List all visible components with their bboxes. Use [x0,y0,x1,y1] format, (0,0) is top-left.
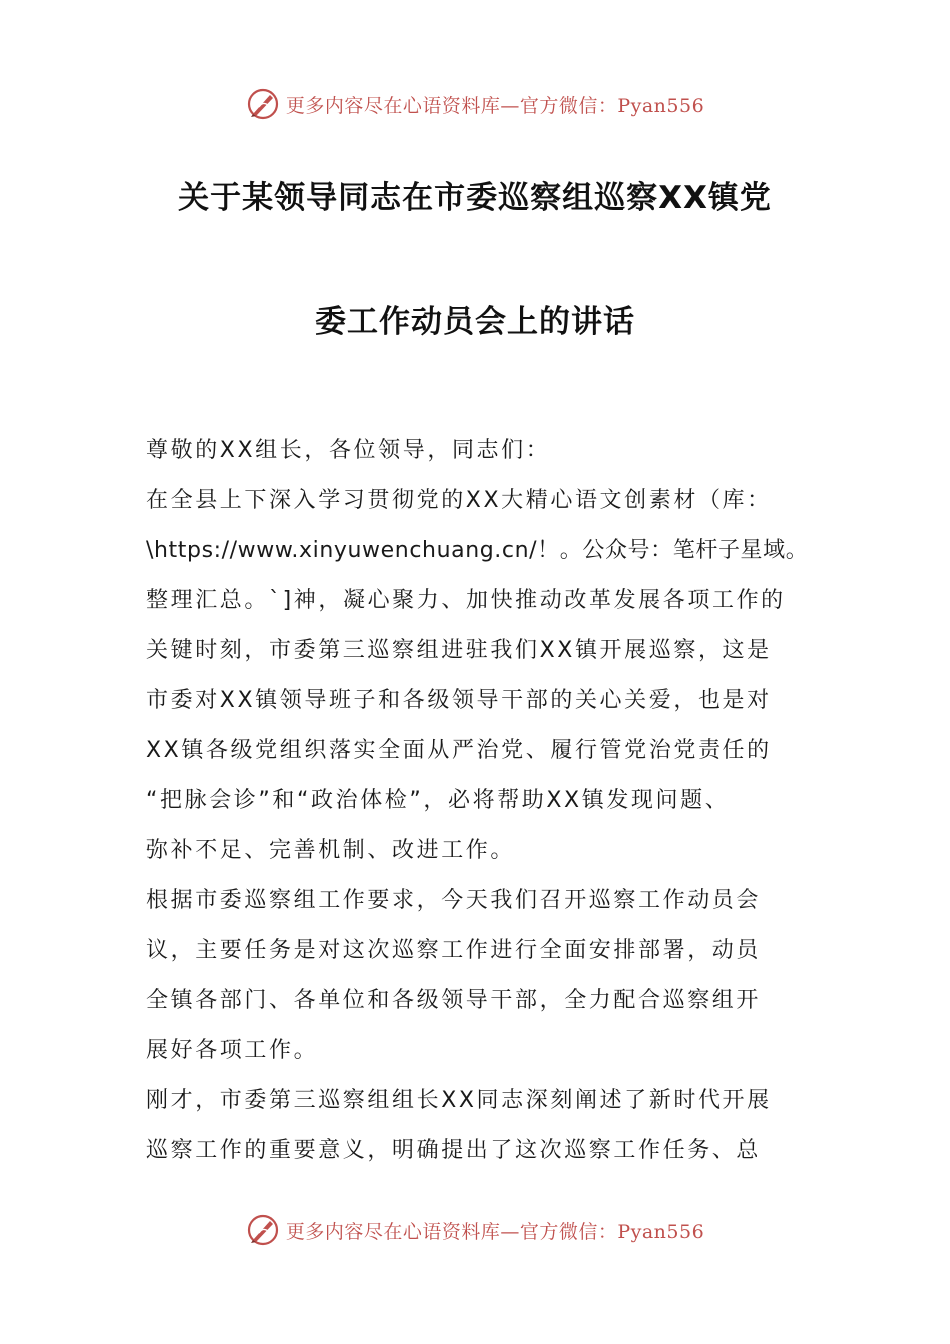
body-line: 关键时刻，市委第三巡察组进驻我们XX镇开展巡察，这是 [146,638,772,663]
body-line: \https://www.xinyuwenchuang.cn/！。公众号：笔杆子星域。 [146,538,809,563]
body-line: 刚才，市委第三巡察组组长XX同志深刻阐述了新时代开展 [146,1088,772,1113]
pen-logo-icon [246,87,280,121]
body-line: 在全县上下深入学习贯彻党的XX大精心语文创素材（库： [146,488,772,513]
document-body [146,426,816,1176]
watermark-footer [0,1210,950,1250]
document-title-line-2: 委工作动员会上的讲话 [315,304,635,340]
body-line: 全镇各部门、各单位和各级领导干部，全力配合巡察组开 [146,988,762,1013]
body-line: 根据市委巡察组工作要求，今天我们召开巡察工作动员会 [146,888,762,913]
body-line: 弥补不足、完善机制、改进工作。 [146,838,516,863]
body-line: 巡察工作的重要意义，明确提出了这次巡察工作任务、总 [146,1138,762,1163]
body-line: XX镇各级党组织落实全面从严治党、履行管党治党责任的 [146,738,772,763]
watermark-text: 更多内容尽在心语资料库—官方微信：Pyan556 [285,1220,705,1243]
body-line: “把脉会诊”和“政治体检”，必将帮助XX镇发现问题、 [146,788,730,813]
document-title-line-1: 关于某领导同志在市委巡察组巡察XX镇党 [178,180,772,216]
watermark-header [0,84,950,124]
body-line: 议，主要任务是对这次巡察工作进行全面安排部署，动员 [146,938,762,963]
body-line: 尊敬的XX组长，各位领导，同志们： [146,438,551,463]
watermark-text: 更多内容尽在心语资料库—官方微信：Pyan556 [285,94,705,117]
body-line: 整理汇总。`]神，凝心聚力、加快推动改革发展各项工作的 [146,588,786,613]
pen-logo-icon [246,1213,280,1247]
body-line: 展好各项工作。 [146,1038,319,1063]
body-line: 市委对XX镇领导班子和各级领导干部的关心关爱，也是对 [146,688,772,713]
